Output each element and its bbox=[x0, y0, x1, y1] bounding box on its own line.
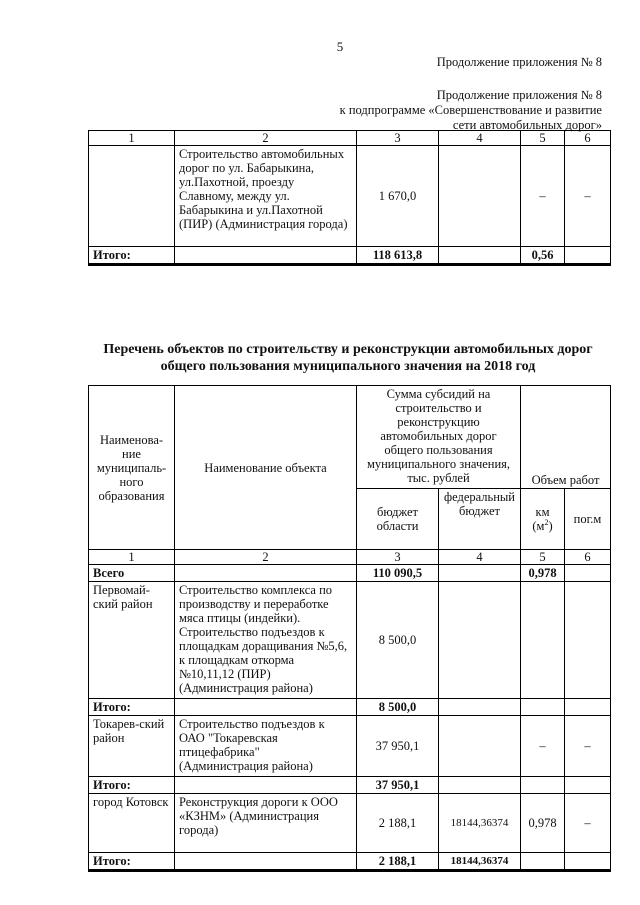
object-cell: Строительство подъездов к ОАО "Токаревская птицефабрика" (Администрация района) bbox=[175, 716, 357, 777]
total-row bbox=[89, 247, 611, 265]
total-pogm bbox=[565, 247, 611, 265]
col-num: 3 bbox=[357, 550, 439, 565]
col-num: 6 bbox=[565, 131, 611, 146]
municipality-cell: Токарев-ский район bbox=[89, 716, 175, 777]
table-row bbox=[89, 716, 611, 777]
appendix-header bbox=[340, 88, 602, 133]
subtotal-object bbox=[175, 777, 357, 794]
grand-total-pogm bbox=[565, 565, 611, 582]
total-object-cell bbox=[175, 247, 357, 265]
km-header-sup: 2 bbox=[544, 517, 549, 527]
appendix-line-1: Продолжение приложения № 8 bbox=[436, 88, 602, 102]
subtotal-row bbox=[89, 853, 611, 871]
pogm-cell bbox=[565, 582, 611, 699]
grand-total-object bbox=[175, 565, 357, 582]
total-km: 0,56 bbox=[521, 247, 565, 265]
subtotal-regional: 8 500,0 bbox=[357, 699, 439, 716]
federal-budget-cell: 18144,36374 bbox=[439, 794, 521, 853]
km-cell bbox=[521, 582, 565, 699]
header-row bbox=[89, 386, 611, 489]
municipality-header: Наименова-ние муниципаль-ного образования bbox=[89, 386, 175, 550]
objects-table bbox=[88, 385, 611, 872]
table-row bbox=[89, 582, 611, 699]
pogm-cell: – bbox=[565, 794, 611, 853]
subtotal-federal bbox=[439, 699, 521, 716]
col-num: 5 bbox=[521, 131, 565, 146]
subtotal-pogm bbox=[565, 853, 611, 871]
grand-total-regional: 110 090,5 bbox=[357, 565, 439, 582]
col-num: 6 bbox=[565, 550, 611, 565]
regional-budget-cell: 8 500,0 bbox=[357, 582, 439, 699]
km-header-text: км (м bbox=[532, 505, 550, 533]
subtotal-object bbox=[175, 853, 357, 871]
regional-budget-cell: 1 670,0 bbox=[357, 146, 439, 247]
object-cell: Строительство автомобильных дорог по ул. Бабарыкина, ул.Пахотной, проезду Славному, между ул. Бабарыкина и ул.Пахотной (ПИР) (Администрация города) bbox=[175, 146, 357, 247]
federal-budget-header: федеральный бюджет bbox=[439, 489, 521, 550]
column-numbers-row bbox=[89, 550, 611, 565]
km-cell: 0,978 bbox=[521, 794, 565, 853]
appendix-line-2: к подпрограмме «Совершенствование и развитие bbox=[339, 103, 602, 117]
subsidies-header: Сумма субсидий на строительство и реконструкцию автомобильных дорог общего пользования муниципального значения, тыс. рублей bbox=[357, 386, 521, 489]
table-row bbox=[89, 794, 611, 853]
federal-budget-cell bbox=[439, 582, 521, 699]
grand-total-label: Всего bbox=[89, 565, 175, 582]
total-label: Итого: bbox=[89, 247, 175, 265]
municipality-cell: Первомай-ский район bbox=[89, 582, 175, 699]
km-cell: – bbox=[521, 146, 565, 247]
municipality-cell bbox=[89, 146, 175, 247]
col-num: 5 bbox=[521, 550, 565, 565]
col-num: 1 bbox=[89, 550, 175, 565]
total-federal bbox=[439, 247, 521, 265]
col-num: 4 bbox=[439, 550, 521, 565]
total-regional: 118 613,8 bbox=[357, 247, 439, 265]
subtotal-label: Итого: bbox=[89, 853, 175, 871]
pogm-cell: – bbox=[565, 716, 611, 777]
subtotal-federal: 18144,36374 bbox=[439, 853, 521, 871]
object-cell: Реконструкция дороги к ООО «КЗНМ» (Администрация города) bbox=[175, 794, 357, 853]
object-header: Наименование объекта bbox=[175, 386, 357, 550]
subtotal-pogm bbox=[565, 699, 611, 716]
document-title: Перечень объектов по строительству и реконструкции автомобильных дорог общего пользования муниципального значения на 2018 год bbox=[103, 342, 593, 374]
table-row bbox=[89, 146, 611, 247]
col-num: 2 bbox=[175, 550, 357, 565]
object-cell: Строительство комплекса по производству и переработке мяса птицы (индейки). Строительство подъездов к площадкам доращивания №5,6, к площадкам откорма №10,11,12 (ПИР) (Администрация района) bbox=[175, 582, 357, 699]
col-num: 4 bbox=[439, 131, 521, 146]
subtotal-pogm bbox=[565, 777, 611, 794]
subtotal-km bbox=[521, 699, 565, 716]
col-num: 1 bbox=[89, 131, 175, 146]
grand-total-federal bbox=[439, 565, 521, 582]
regional-budget-cell: 37 950,1 bbox=[357, 716, 439, 777]
subtotal-row bbox=[89, 777, 611, 794]
regional-budget-cell: 2 188,1 bbox=[357, 794, 439, 853]
km-header bbox=[521, 489, 565, 550]
federal-budget-cell bbox=[439, 146, 521, 247]
subtotal-federal bbox=[439, 777, 521, 794]
km-cell: – bbox=[521, 716, 565, 777]
subtotal-regional: 2 188,1 bbox=[357, 853, 439, 871]
subtotal-object bbox=[175, 699, 357, 716]
appendix-line-3: сети автомобильных дорог» bbox=[452, 118, 602, 132]
subtotal-label: Итого: bbox=[89, 699, 175, 716]
pogm-header: пог.м bbox=[565, 489, 611, 550]
federal-budget-cell bbox=[439, 716, 521, 777]
regional-budget-header: бюджет области bbox=[357, 489, 439, 550]
municipality-cell: город Котовск bbox=[89, 794, 175, 853]
grand-total-row bbox=[89, 565, 611, 582]
km-header-close: ) bbox=[548, 519, 553, 533]
continuation-table bbox=[88, 130, 611, 266]
subtotal-label: Итого: bbox=[89, 777, 175, 794]
column-numbers-row bbox=[89, 131, 611, 146]
page-number: 5 bbox=[336, 39, 344, 54]
col-num: 3 bbox=[357, 131, 439, 146]
continuation-note: Продолжение приложения № 8 bbox=[436, 55, 602, 69]
subtotal-regional: 37 950,1 bbox=[357, 777, 439, 794]
subtotal-km bbox=[521, 853, 565, 871]
col-num: 2 bbox=[175, 131, 357, 146]
grand-total-km: 0,978 bbox=[521, 565, 565, 582]
subtotal-km bbox=[521, 777, 565, 794]
pogm-cell: – bbox=[565, 146, 611, 247]
subtotal-row bbox=[89, 699, 611, 716]
volume-header: Объем работ bbox=[521, 386, 611, 489]
